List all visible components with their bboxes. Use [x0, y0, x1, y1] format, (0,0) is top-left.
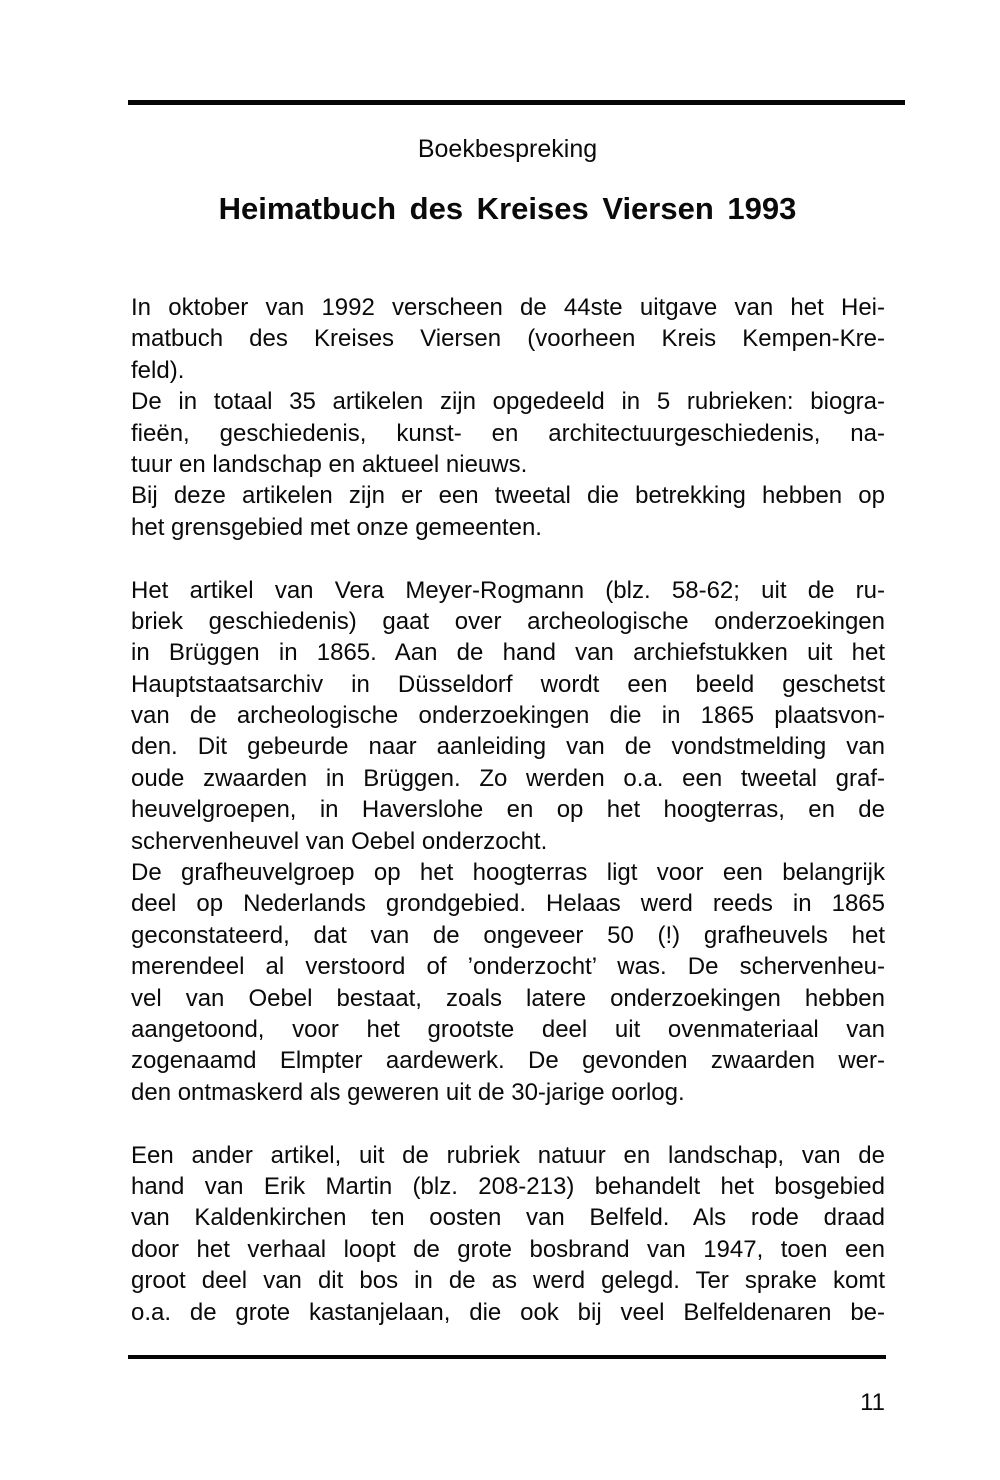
text-line: De in totaal 35 artikelen zijn opgedeeld in 5 rubrieken: biogra- — [131, 388, 885, 416]
text-line: van Kaldenkirchen ten oosten van Belfeld. Als rode draad — [131, 1204, 885, 1232]
top-rule — [128, 100, 905, 105]
text-line: feld). — [131, 356, 185, 384]
text-line: geconstateerd, dat van de ongeveer 50 (!) grafheuvels het — [131, 921, 885, 949]
paragraph — [131, 1140, 885, 1328]
paragraph — [131, 292, 885, 386]
text-line: het grensgebied met onze gemeenten. — [131, 513, 542, 541]
text-line: In oktober van 1992 verscheen de 44ste uitgave van het Hei- — [131, 294, 885, 321]
text-line: De grafheuvelgroep op het hoogterras ligt voor een belangrijk — [131, 859, 885, 887]
text-line: in Brüggen in 1865. Aan de hand van archiefstukken uit het — [131, 639, 885, 667]
paragraph — [131, 857, 885, 1108]
paragraph — [131, 386, 885, 480]
page-number: 11 — [860, 1389, 885, 1416]
text-line: oude zwaarden in Brüggen. Zo werden o.a. een tweetal graf- — [131, 764, 885, 792]
text-line: hand van Erik Martin (blz. 208-213) behandelt het bosgebied — [131, 1172, 885, 1200]
text-line: merendeel al verstoord of ’onderzocht’ was. De schervenheu- — [131, 953, 885, 981]
paragraph-group — [131, 1140, 885, 1328]
text-line: den ontmaskerd als geweren uit de 30-jarige oorlog. — [131, 1078, 685, 1106]
text-line: aangetoond, voor het grootste deel uit ovenmateriaal van — [131, 1015, 885, 1043]
text-line: o.a. de grote kastanjelaan, die ook bij veel Belfeldenaren be- — [131, 1298, 885, 1326]
paragraph — [131, 575, 885, 858]
text-line: Een ander artikel, uit de rubriek natuur en landschap, van de — [131, 1141, 885, 1169]
text-line: fieën, geschiedenis, kunst- en architectuurgeschiedenis, na- — [131, 419, 885, 447]
bottom-rule — [128, 1355, 886, 1359]
text-line: zogenaamd Elmpter aardewerk. De gevonden zwaarden wer- — [131, 1047, 885, 1075]
text-line: van de archeologische onderzoekingen die in 1865 plaatsvon- — [131, 702, 885, 730]
text-line: Bij deze artikelen zijn er een tweetal die betrekking hebben op — [131, 482, 885, 510]
text-line: den. Dit gebeurde naar aanleiding van de vondstmelding van — [131, 733, 885, 761]
paragraph-group — [131, 575, 885, 1109]
page-title: Heimatbuch des Kreises Viersen 1993 — [218, 191, 797, 226]
paragraph — [131, 480, 885, 543]
section-kicker: Boekbespreking — [417, 135, 598, 163]
text-line: groot deel van dit bos in de as werd gelegd. Ter sprake komt — [131, 1267, 885, 1295]
text-line: door het verhaal loopt de grote bosbrand van 1947, toen een — [131, 1235, 885, 1263]
text-line: matbuch des Kreises Viersen (voorheen Kreis Kempen-Kre- — [131, 325, 885, 353]
text-line: briek geschiedenis) gaat over archeologische onderzoekingen — [131, 607, 885, 635]
text-line: heuvelgroepen, in Haverslohe en op het hoogterras, en de — [131, 796, 885, 824]
text-line: deel op Nederlands grondgebied. Helaas werd reeds in 1865 — [131, 890, 885, 918]
text-line: Hauptstaatsarchiv in Düsseldorf wordt een beeld geschetst — [131, 670, 885, 698]
text-line: Het artikel van Vera Meyer-Rogmann (blz. 58-62; uit de ru- — [131, 576, 885, 604]
paragraph-group — [131, 292, 885, 543]
text-line: vel van Oebel bestaat, zoals latere onderzoekingen hebben — [131, 984, 885, 1012]
text-line: schervenheuvel van Oebel onderzocht. — [131, 827, 548, 855]
text-line: tuur en landschap en aktueel nieuws. — [131, 450, 528, 478]
body-text — [131, 292, 885, 1328]
